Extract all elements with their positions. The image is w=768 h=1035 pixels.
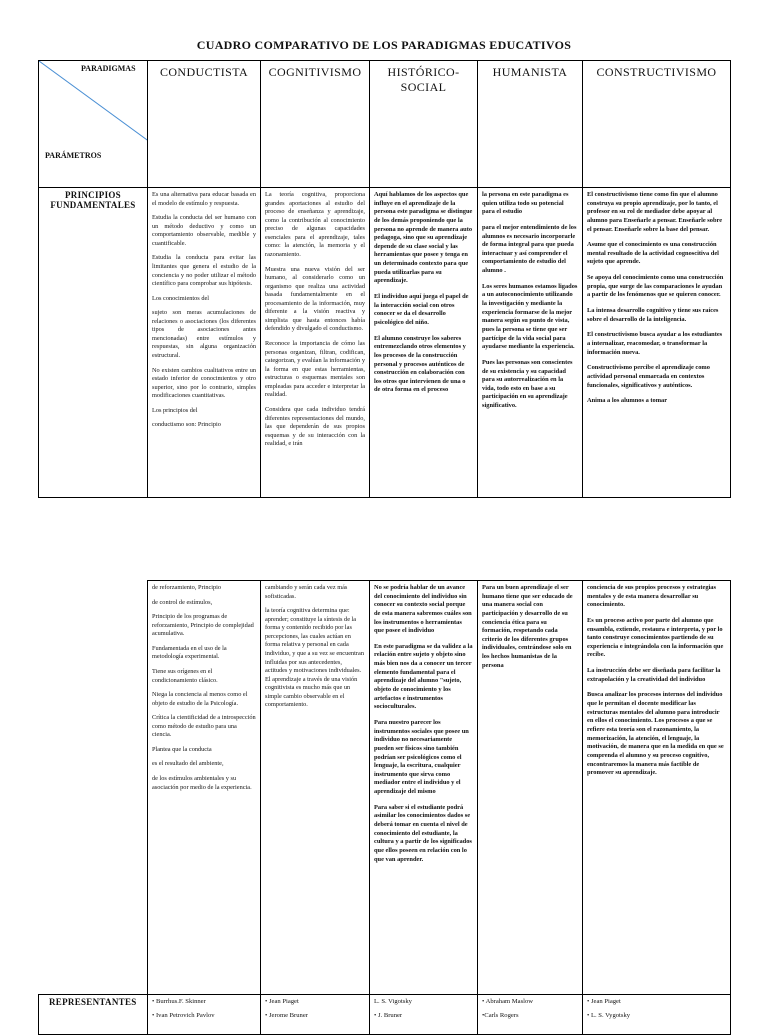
row-label-representantes: REPRESENTANTES [39, 995, 148, 1035]
diagonal-divider [39, 61, 148, 188]
text-block: de los estímulos ambientales y su asociación por medio de la experiencia. [152, 775, 252, 791]
text-block: Aquí hablamos de los aspectos que influye en el aprendizaje de la persona este paradigma se distingue de los demás proponiendo que la persona no aprende de manera auto pedagoga, sino que su aprendizaje depende de su clase social y las herramientas que posee y tenga en un determinado contexto para que pueda utilizarlas para su aprendizaje. [374, 191, 473, 285]
row-label-principios: PRINCIPIOS FUNDAMENTALES [39, 188, 148, 498]
list-item: • Jean Piaget [587, 998, 621, 1005]
col-historico-social: HISTÓRICO-SOCIAL [370, 61, 478, 188]
cell-constructivismo-1 [583, 188, 731, 498]
text-block: conductismo son: Principio [152, 421, 221, 429]
parametros-label: PARÁMETROS [45, 151, 102, 160]
text-block: Asume que el conocimiento es una construcción mental resultado de la actividad cognoscitiva del sujeto que aprende. [587, 241, 719, 266]
cell-conductista-2 [148, 581, 261, 995]
cell-historico-1 [370, 188, 478, 498]
text-block: Niega la conciencia al menos como el objeto de estudio de la Psicología. [152, 691, 248, 707]
text-block: Principio de los programas de reforzamiento, Principio de complejidad acumulativa. [152, 613, 254, 638]
list-item: • Abraham Maslow [482, 998, 534, 1005]
text-block: Estudia la conducta para evitar las limitantes que genera el estudio de la conciencia y no poder utilizar el método científico para comprobar sus hipótesis. [152, 254, 256, 288]
paradigmas-label: PARADIGMAS [81, 64, 136, 73]
text-block: la persona en este paradigma es quien utiliza todo su potencial para el estudio [482, 191, 569, 216]
rep-constructivismo [583, 995, 731, 1035]
text-block: La instrucción debe ser diseñada para facilitar la extrapolación y la creatividad del individuo [587, 667, 721, 683]
text-block: Muestra una nueva visión del ser humano, al considerarlo como un organismo que realiza una actividad basada fundamentalmente en el procesamiento de la información, muy diferente a la visión reactiva y simplista que hasta entonces había defendido y divulgado el conductismo. [265, 265, 365, 333]
text-block: Tiene sus orígenes en el condicionamiento clásico. [152, 667, 218, 684]
col-cognitivismo: COGNITIVISMO [261, 61, 370, 188]
text-block: Considera que cada individuo tendrá diferentes representaciones del mundo, las que dependerán de sus propios esquemas y de su interacción con la realidad, e irán [265, 405, 365, 448]
rep-conductista [148, 995, 261, 1035]
rep-humanista [478, 995, 583, 1035]
comparison-table-part-2 [147, 580, 731, 995]
rep-cognitivismo [261, 995, 370, 1035]
text-block: Constructivismo percibe el aprendizaje como actividad personal enmarcada en contextos funcionales, significativos y auténticos. [587, 364, 710, 389]
col-humanista: HUMANISTA [478, 61, 583, 188]
rep-historico [370, 995, 478, 1035]
text-block: El individuo aquí juega el papel de la interacción social con otros conocer se da el desarrollo psicológico del niño. [374, 293, 469, 326]
representantes-table [38, 994, 731, 1035]
text-block: Para nuestro parecer los instrumentos sociales que posee un individuo no necesariamente pueden ser físicos sino también podrían ser psicológicos como el lenguaje, la escritura, cualquier instrumento que sirva como mediador entre el individuo y el aprendizaje del mismo [374, 718, 469, 796]
text-block: No se podría hablar de un avance del conocimiento del individuo sin conocer su contexto social porque de esta manera sabremos cuáles son los instrumentos o herramientas que posee el individuo [374, 584, 472, 635]
col-conductista: CONDUCTISTA [148, 61, 261, 188]
cell-cognitivismo-2 [261, 581, 370, 995]
text-block: para el mejor entendimiento de los alumnos es necesario incorporarle de forma integral para que pueda interactuar y así comprender el comportamiento de estudio del alumno . [482, 223, 577, 275]
text-block: El alumno construye los saberes entremezclando otros elementos y los procesos de la construcción personal y procesos auténticos de construcción en colaboración con los otros que intervienen de una o de otra forma en el proceso [374, 334, 466, 394]
text-block: la teoría cognitiva determina que: aprender; constituye la síntesis de la forma y contenido recibido por las percepciones, las cuales actúan en forma relativa y personal en cada individuo, y que a su vez se encuentran influidas por sus antecedentes, actitudes y motivaciones individuales. El aprendizaje a través de una visión cognitivista es mucho más que un simple cambio observable en el comportamiento. [265, 607, 364, 709]
list-item: • Jean Piaget [265, 998, 299, 1005]
header-row [39, 61, 731, 188]
text-block: Anima a los alumnos a tomar [587, 397, 668, 405]
text-block: El constructivismo tiene como fin que el alumno construya su propio aprendizaje, por lo tanto, el profesor en su rol de mediador debe apoyar al alumno para Enseñarle a pensar. Enseñarle sobre el pensar. Enseñarle sobre la base del pensar. [587, 191, 723, 233]
text-block: conciencia de sus propios procesos y estrategias mentales y de esta manera desarrollar su conocimiento. [587, 584, 716, 609]
text-block: Se apoya del conocimiento como una construcción propia, que surge de las comparaciones le ayudan a partir de los fenómenos que se quieren conocer. [587, 274, 724, 299]
text-block: de reforzamiento, Principio [152, 584, 222, 591]
text-block: Crítica la cientificidad de a introspección como método de estudio para una ciencia. [152, 714, 256, 739]
list-item: • Burrhus.F. Skinner [152, 998, 206, 1005]
list-item: • J. Bruner [374, 1011, 403, 1019]
corner-cell [39, 61, 148, 188]
text-block: Es un proceso activo por parte del alumno que ensambla, extiende, restaura e interpreta, y por lo tanto construye conocimientos partiendo de su experiencia e integrándola con la información que recibe. [587, 616, 724, 659]
cell-historico-2 [370, 581, 478, 995]
principios-row [39, 188, 731, 498]
list-item: • Jerome Bruner [265, 1011, 308, 1019]
text-block: cambiando y serán cada vez más sofisticadas. [265, 584, 348, 600]
text-block: Plantea que la conducta [152, 745, 212, 753]
text-block: es el resultado del ambiente, [152, 760, 224, 768]
text-block: La intensa desarrollo cognitivo y tiene sus raíces sobre el desarrollo de la inteligencia. [587, 307, 719, 323]
cell-cognitivismo-1 [261, 188, 370, 498]
text-block: El constructivismo busca ayudar a los estudiantes a internalizar, reacomodar, o transformar la información nueva. [587, 331, 723, 356]
list-item: • Ivan Petrovich Pavlov [152, 1011, 215, 1019]
list-item: • L. S. Vygotsky [587, 1011, 631, 1019]
text-block: sujeto son meras acumulaciones de relaciones o asociaciones (los diferentes tipos de asociaciones antes mencionadas) entre estímulos y respuestas, sin alguna organización estructural. [152, 309, 256, 359]
text-block: Reconoce la importancia de cómo las personas organizan, filtran, codifican, categorizan, y evalúan la información y la forma en que estas herramientas, estructuras o esquemas mentales son empleadas para acceder e interpretar la realidad. [265, 340, 365, 399]
text-block: Para un buen aprendizaje el ser humano tiene que ser educado de una manera social con participación y desarrollo de su conciencia ética para su formación, respetando cada criterio de los diferentes grupos individuales, centrándose solo en los hechos humanistas de la persona [482, 584, 573, 669]
text-block: En este paradigma se da validez a la relación entre sujeto y objeto sino más bien nos da a conocer un tercer elemento fundamental para el aprendizaje del alumno "sujeto, objeto de conocimiento y los artefactos e instrumentos socioculturales. [374, 642, 473, 711]
cell-constructivismo-2 [583, 581, 731, 995]
text-block: Los seres humanos estamos ligados a un autoconocimiento utilizando la investigación y mediante la experiencia formarse de la mejor manera según su punto de vista, pues la persona se tiene que ser partícipe de la vida social para ayudarse mediante la experiencia. [482, 282, 578, 351]
text-block: No existen cambios cualitativos entre un estado inferior de conocimientos y otro superior, sino por lo contrario, simples modificaciones cuantitativas. [152, 366, 256, 400]
principios-row-continued [148, 581, 731, 995]
cell-conductista-1 [148, 188, 261, 498]
text-block: Busca analizar los procesos internos del individuo que le permitan el docente modificar las estructuras mentales del alumno para introducir en ellos el conocimiento. Los procesos a que se refiere esta teoría son el razonamiento, la memorización, la atención, el lenguaje, la motivación, de manera que en la medida en que se comprenda el alumno y su proceso cognitivo, encontraremos la manera más factible de promover su aprendizaje. [587, 691, 724, 777]
text-block: Fundamentada en el uso de la metodología experimental. [152, 644, 227, 661]
list-item: •Carls Rogers [482, 1011, 519, 1019]
page-title: CUADRO COMPARATIVO DE LOS PARADIGMAS EDUCATIVOS [196, 38, 572, 52]
text-block: Los conocimientos del [152, 294, 210, 302]
text-block: La teoría cognitiva, proporciona grandes aportaciones al estudio del proceso de enseñanza y aprendizaje, como la contribución al conocimiento preciso de algunas capacidades esenciales para el aprendizaje, tales como: la atención, la memoria y el razonamiento. [265, 191, 365, 258]
col-constructivismo: CONSTRUCTIVISMO [583, 61, 731, 188]
text-block: Los principios del [152, 406, 198, 414]
cell-humanista-2 [478, 581, 583, 995]
comparison-table-part-1 [38, 60, 731, 498]
text-block: Es una alternativa para educar basada en el modelo de estímulo y respuesta. [152, 191, 256, 207]
text-block: de control de estímulos, [152, 598, 213, 606]
list-item: L. S. Vigotsky [374, 998, 412, 1005]
text-block: Para saber si el estudiante podrá asimilar los conocimientos dados se deberá tomar en cuenta el nivel de conocimiento del estudiante, la cultura y a partir de los significados que ellos poseen en relación con lo que van aprender. [374, 803, 472, 863]
representantes-row [39, 995, 731, 1035]
cell-humanista-1 [478, 188, 583, 498]
text-block: Pues las personas son conscientes de su existencia y su capacidad para su autorrealización en la vida, todo esto en base a su participación en su aprendizaje significativo. [482, 358, 573, 410]
text-block: Estudia la conducta del ser humano con un método deductivo y como un comportamiento observable, medible y cuantificable. [152, 214, 256, 247]
